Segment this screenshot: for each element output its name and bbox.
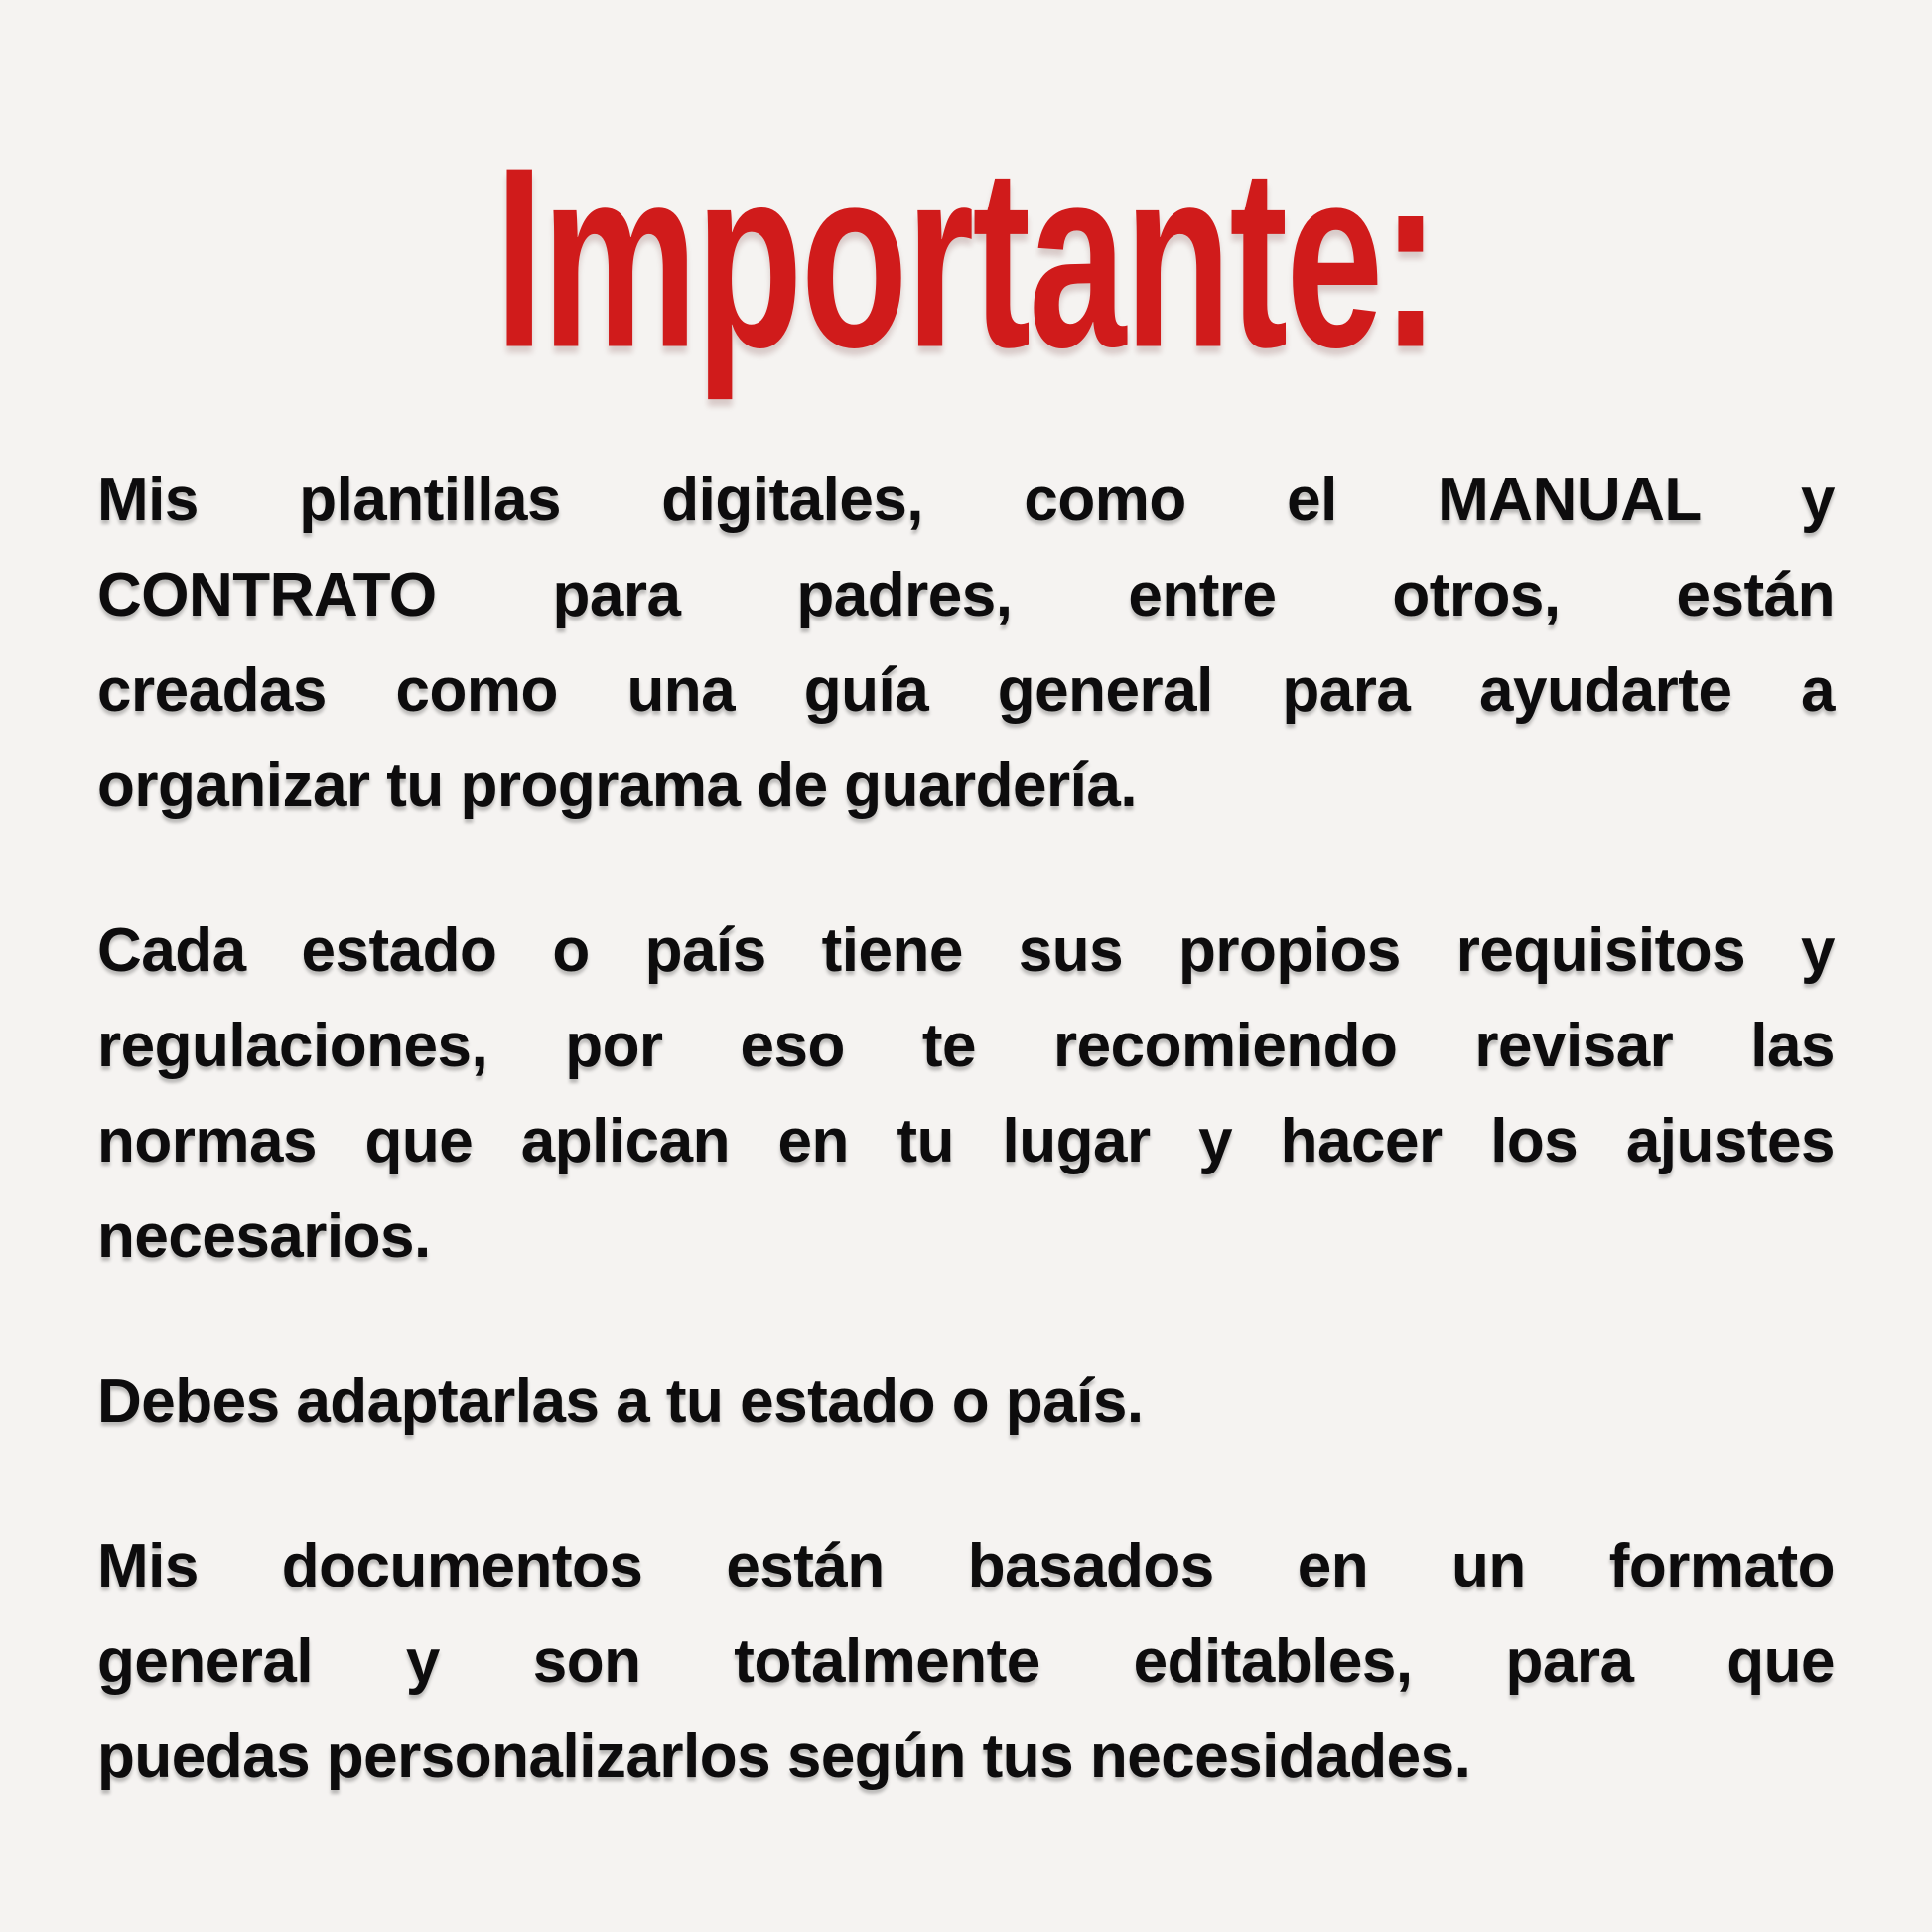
paragraph-editable-info — [97, 1519, 1835, 1805]
text-line: necesarios. — [97, 1202, 431, 1271]
text-line: regulaciones, por eso te recomiendo revisar las — [97, 1012, 1835, 1080]
text-line: creadas como una guía general para ayudarte a — [97, 656, 1835, 725]
text-line: Cada estado o país tiene sus propios requisitos y — [97, 916, 1835, 985]
paragraph-regulations-info — [97, 903, 1835, 1285]
text-line: general y son totalmente editables, para que — [97, 1627, 1835, 1696]
paragraph-adapt-note — [97, 1354, 1835, 1449]
paragraph-templates-info — [97, 453, 1835, 834]
text-line: puedas personalizarlos según tus necesidades. — [97, 1723, 1471, 1791]
page-title: Importante: — [494, 113, 1438, 401]
text-line: Debes adaptarlas a tu estado o país. — [97, 1367, 1144, 1436]
text-line: Mis plantillas digitales, como el MANUAL y — [97, 466, 1835, 534]
body-text — [97, 453, 1835, 1874]
text-line: CONTRATO para padres, entre otros, están — [97, 561, 1835, 629]
text-line: Mis documentos están basados en un formato — [97, 1532, 1835, 1600]
text-line: normas que aplican en tu lugar y hacer los ajustes — [97, 1107, 1835, 1175]
text-line: organizar tu programa de guardería. — [97, 752, 1138, 820]
title-container — [0, 103, 1932, 411]
